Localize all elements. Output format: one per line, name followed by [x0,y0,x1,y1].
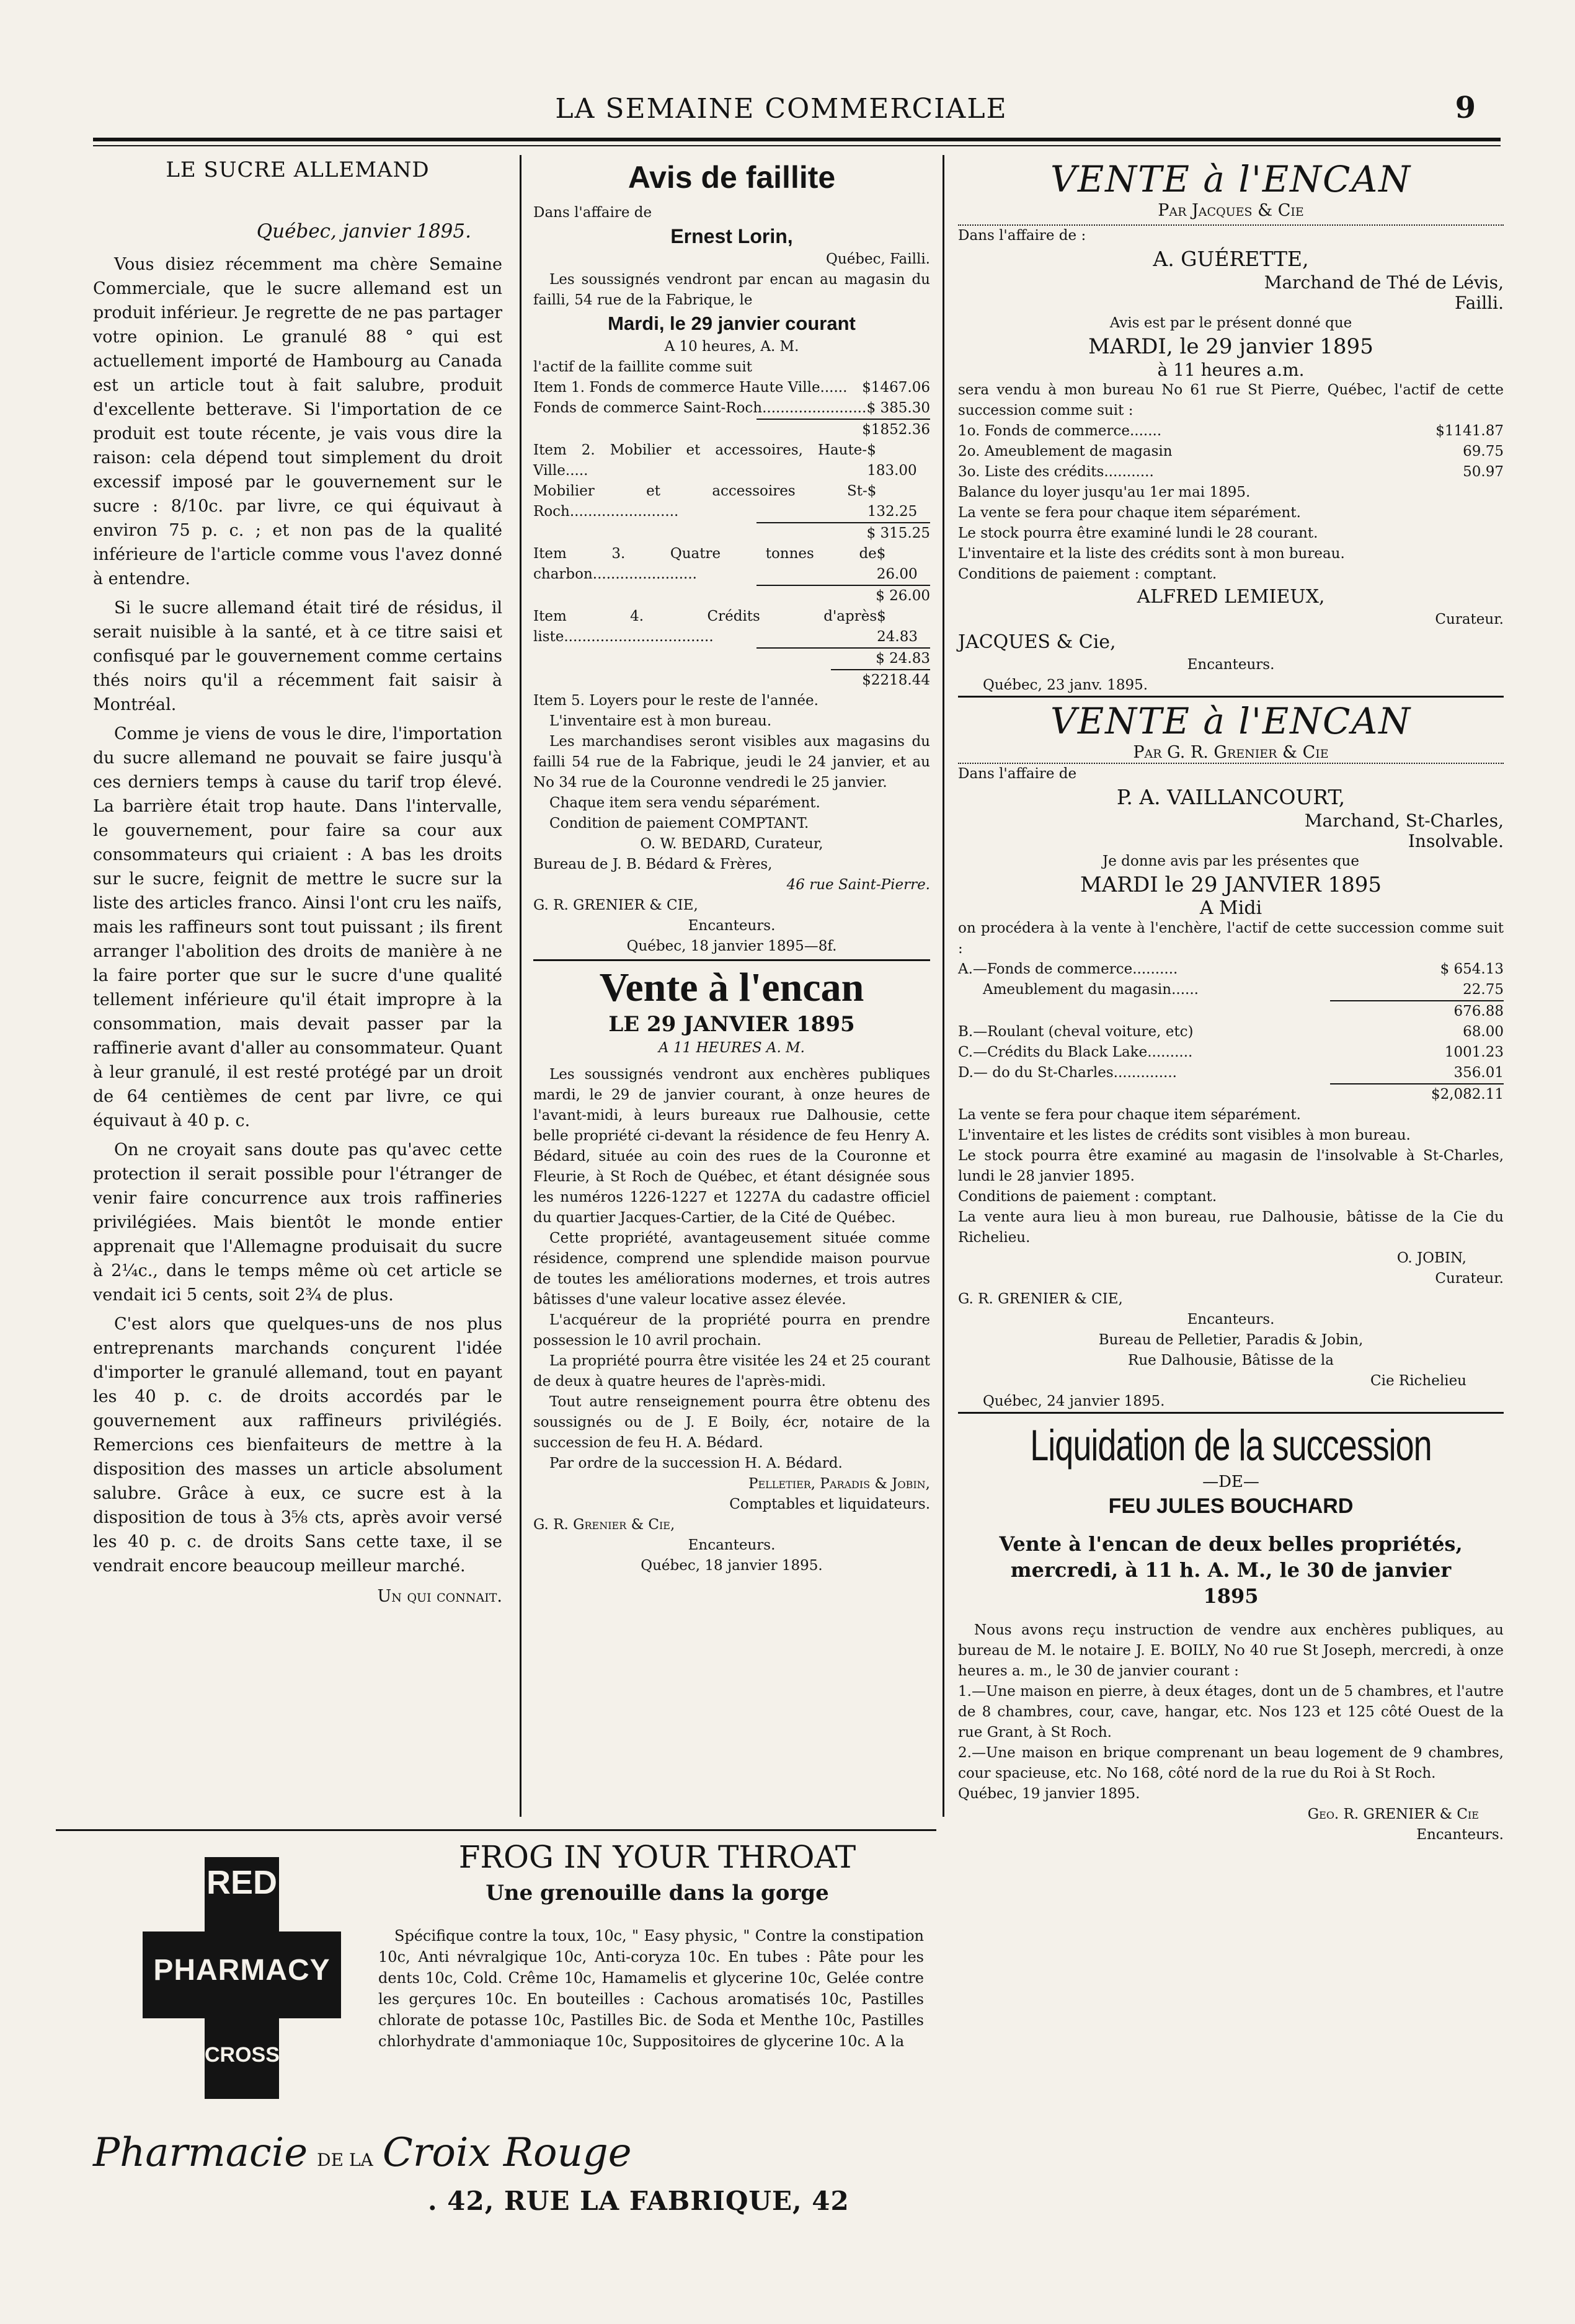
ad-subtitle: Une grenouille dans la gorge [486,1881,829,1905]
item-label: 1o. Fonds de commerce....... [958,423,1162,439]
encan-b-text-5: Conditions de paiement : comptant. [958,1189,1217,1205]
item-amount: $ 183.00 [867,442,917,479]
encan-b-item-row [958,1022,1504,1042]
faillite-total: $2218.44 [831,669,930,691]
faillite-text-6: Condition de paiement COMPTANT. [549,815,809,832]
pharmacie-croix-rouge: Croix Rouge [382,2130,632,2176]
avis-de-faillite [533,158,930,1576]
encan-a-item-row [958,462,1504,482]
encan-b-text-2: La vente se fera pour chaque item séparément. [958,1107,1301,1123]
encan-a-dateline: Québec, 23 janv. 1895. [958,675,1504,698]
faillite-text-1: Les soussignés vendront par encan au magasin du failli, 54 rue de la Fabrique, le [533,272,930,308]
encan-a-text-3: La vente se fera pour chaque item séparément. [958,505,1301,521]
frog-ad [56,1838,936,2223]
encan-a-encanteurs: JACQUES & Cie, [958,631,1116,653]
faillite-dateline: Québec, 18 janvier 1895—8f. [533,936,930,961]
encan-b-bureau-2: Rue Dalhousie, Bâtisse de la [1128,1352,1334,1368]
ad-top-rule [56,1829,936,1831]
vente-encan-time: A 11 HEURES A. M. [659,1040,805,1056]
encan-b-subtotal: 676.88 [1330,1000,1504,1022]
encan-a-text-5: L'inventaire et la liste des crédits sont à mon bureau. [958,546,1345,562]
column-3 [958,158,1504,1845]
faillite-intro: Dans l'affaire de [533,205,652,221]
encan-b-time: A Midi [1199,897,1262,919]
item-amount: $ 654.13 [1440,961,1504,977]
liquidation-name: FEU JULES BOUCHARD [1108,1494,1354,1518]
faillite-encanteurs: G. R. GRENIER & CIE, [533,897,698,913]
article-paragraph-1: Vous disiez récemment ma chère Semaine Commerciale, que le sucre allemand est un produit inférieur. Je regrette de ne pas partager votre opinion. Le granulé 88 ° qui est actuellement importé de Hambourg au Canada est un article tout à fait salubre, produit d'excellente betterave. Si l'importation de ce produit est toute récente, je vais vous dire la raison: cela dépend tout simplement du droit excessif imposé par le gouvernement sur le sucre : 8/10c. par livre, ce qui équivaut à environ 75 p. c. ; et non pas de la qualité inférieure de l'article comme vous l'avez donné à entendre. [93,255,502,588]
encan-b-bureau: Bureau de Pelletier, Paradis & Jobin, [1098,1332,1364,1348]
encan-b-date: MARDI le 29 JANVIER 1895 [1080,872,1382,897]
article-paragraph-5: C'est alors que quelques-uns de nos plus entreprenants marchands conçurent l'idée d'importer le granulé allemand, tout en payant les 40 p. c. de droits accordés par le gouvernement aux raffineurs privilégiés. Remercions ces bienfaiteurs de mettre à la disposition des masses un article absolument salubre. Grâce à eux, ce sucre est à la disposition de tous à 3⅝ cts, après avoir versé les 40 p. c. de droits Sans cette taxe, il se vendrait encore beaucoup meilleur marché. [93,1315,502,1576]
faillite-title: Avis de faillite [628,160,836,195]
faillite-item-5: Item 5. Loyers pour le reste de l'année. [533,693,819,709]
encan-b-curateur: O. JOBIN, [1396,1250,1466,1266]
encan-b-total: $2,082.11 [1330,1083,1504,1105]
encan-b-avis: Je donne avis par les présentes que [1102,853,1359,869]
encan-b-by: Par G. R. Grenier & Cie [958,742,1504,764]
logo-text-red: RED [206,1864,277,1901]
ad-title: FROG IN YOUR THROAT [458,1839,856,1875]
item-label: C.—Crédits du Black Lake.......... [958,1044,1193,1060]
faillite-text-4: Les marchandises seront visibles aux magasins du failli 54 rue de la Fabrique, jeudi le 24 janvier, et au No 34 rue de la Couronne vendredi le 25 janvier. [533,734,930,791]
encan-a-encanteurs-label: Encanteurs. [1187,657,1275,673]
ad-pharmacie-line [93,2130,899,2176]
item-amount: 50.97 [1463,464,1504,480]
faillite-subtotal: $1852.36 [756,419,930,440]
item-amount: $1467.06 [862,379,930,396]
item-label: Item 1. Fonds de commerce Haute Ville...... [533,379,848,396]
encan-a-curateur: ALFRED LEMIEUX, [1137,586,1325,608]
encan-a-date: MARDI, le 29 janvier 1895 [1088,334,1373,359]
article-paragraph-3: Comme je viens de vous le dire, l'importation du sucre allemand ne pouvait se faire jusqu'à ces derniers temps à cause du tarif trop élevé. La barrière était trop haute. Dans l'intervalle, le gouvernement, pour faire sa cour aux consommateurs qui criaient : A bas les droits sur le sucre, feignit de mettre le sucre sur la liste des articles franco. Ainsi l'ont cru les naïfs, mais les raffineurs sont tout puissant ; ils firent arranger l'abolition des droits de manière à ne la faire porter que sur le sucre d'une qualité tellement inférieure qu'il était impropre à la consommation, mais devait passer par la raffinerie avant d'aller au consommateur. Quant à leur granulé, il est resté protégé par un droit de 64 centièmes de cent par livre, ce qui équivaut à 40 p. c. [93,724,502,1130]
liquidation-text-1: Nous avons reçu instruction de vendre aux enchères publiques, au bureau de M. le notaire J. E. BOILY, No 40 rue St Joseph, mercredi, à onze heures a. m., le 30 de janvier courant : [958,1622,1504,1679]
item-amount: $ 132.25 [867,483,918,520]
header-rule-thin [93,145,1501,146]
vente-text-4: La propriété pourra être visitée les 24 et 25 courant de deux à quatre heures de l'après-midi. [533,1353,930,1390]
faillite-text-3: L'inventaire est à mon bureau. [549,713,772,729]
encan-a-failli: Failli. [1455,293,1504,313]
column-divider-2 [943,155,944,1817]
article-paragraph-4: On ne croyait sans doute pas qu'avec cette protection il serait possible pour l'étranger de venir faire concurrence aux trois raffineries privilégiées. Mais bientôt le monde entier apprenait que l'Allemagne produisait du sucre à 2¼c., dans le temps même où cet article se vendait ici 5 cents, soit 2¾ de plus. [93,1140,502,1305]
faillite-encanteurs-label: Encanteurs. [688,918,776,934]
encan-a-text-6: Conditions de paiement : comptant. [958,566,1217,582]
item-label: B.—Roulant (cheval voiture, etc) [958,1024,1194,1040]
liquidation-title: Liquidation de la succession [1030,1421,1432,1470]
vente-liquidateurs-label: Comptables et liquidateurs. [729,1496,930,1512]
item-amount: 22.75 [1463,982,1504,998]
faillite-subtotal: $ 24.83 [756,647,930,669]
item-label: Ameublement du magasin...... [983,982,1199,998]
faillite-address: 46 rue Saint-Pierre. [786,877,930,893]
faillite-item-row [533,544,930,585]
encan-a-text-4: Le stock pourra être examiné lundi le 28 courant. [958,525,1318,541]
encan-a-by: Par Jacques & Cie [1158,201,1304,220]
item-amount: 69.75 [1463,443,1504,459]
vente-text-1: Les soussignés vendront aux enchères publiques mardi, le 29 de janvier courant, à onze heures de l'avant-midi, à leurs bureaux rue Dalhousie, cette belle propriété ci-devant la résidence de feu Henry A. Bédard, située au coin des rues de la Couronne et Fleurie, à St Roch de Québec, et étant désignée sous les numéros 1226-1227 et 1227A du cadastre officiel du quartier Jacques-Cartier, de la Cité de Québec. [533,1067,930,1226]
encan-a-time: à 11 heures a.m. [1157,360,1305,380]
item-amount: $ 385.30 [866,400,930,416]
header-rule [93,138,1501,141]
item-amount: $ 26.00 [876,546,918,582]
faillite-curateur: O. W. BEDARD, Curateur, [640,836,823,852]
item-label: D.— do du St-Charles.............. [958,1065,1177,1081]
item-label: Item 4. Crédits d'après liste................................. [533,608,877,645]
encan-a-intro: Dans l'affaire de : [958,224,1504,246]
vente-text-5: Tout autre renseignement pourra être obtenu des soussignés ou de J. E Boily, écr, notaire de la succession de feu H. A. Bédard. [533,1394,930,1451]
encan-a-curateur-label: Curateur. [1435,611,1504,628]
pharmacie-word: Pharmacie [93,2130,308,2176]
liquidation-signature: Geo. R. GRENIER & Cie [1307,1806,1479,1822]
faillite-name: Ernest Lorin, [670,225,793,247]
pharmacie-de-la: DE LA [317,2150,373,2170]
encan-a-item-row [958,441,1504,462]
article-sucre-allemand [93,158,502,1608]
item-label: A.—Fonds de commerce.......... [958,961,1178,977]
encan-a-desc: Marchand de Thé de Lévis, [1264,272,1504,293]
vente-encanteurs-label: Encanteurs. [688,1537,776,1553]
article-dateline: Québec, janvier 1895. [256,220,471,242]
item-label: Item 2. Mobilier et accessoires, Haute-Ville..... [533,442,867,479]
faillite-subtotal: $ 315.25 [756,522,930,544]
page-number: 9 [1455,91,1476,125]
liquidation-text-3: 2.—Une maison en brique comprenant un beau logement de 9 chambres, cour spacieuse, etc. No 168, côté nord de la rue du Roi à St Roch. [958,1745,1504,1781]
faillite-item-row [533,606,930,647]
encan-a-avis: Avis est par le présent donné que [1109,315,1352,331]
faillite-subtotal: $ 26.00 [756,585,930,606]
encan-b-desc: Marchand, St-Charles, [1304,810,1504,831]
encan-b-text-6: La vente aura lieu à mon bureau, rue Dalhousie, bâtisse de la Cie du Richelieu. [958,1209,1504,1246]
vente-liquidateurs: Pelletier, Paradis & Jobin, [748,1476,930,1492]
encan-b-encanteurs-label: Encanteurs. [1187,1311,1275,1328]
column-divider-1 [520,155,521,1817]
vente-text-2: Cette propriété, avantageusement située comme résidence, comprend une splendide maison pourvue de toutes les améliorations modernes, et trois autres bâtisses d'une valeur locative assez élevée. [533,1230,930,1308]
page-header [50,87,1513,130]
item-label: Mobilier et accessoires St-Roch........................ [533,483,867,520]
faillite-text-2: l'actif de la faillite comme suit [533,359,753,375]
faillite-text-5: Chaque item sera vendu séparément. [549,795,820,811]
faillite-date: Mardi, le 29 janvier courant [608,313,856,334]
vente-text-6: Par ordre de la succession H. A. Bédard. [549,1455,843,1471]
ad-body: Spécifique contre la toux, 10c, " Easy physic, " Contre la constipation 10c, Anti névralgique 10c, Anti-coryza 10c. En tubes : Pâte pour les dents 10c, Cold. Crême 10c, Hamamelis et glycerine 10c, Gelée contre les gerçures 10c. En bouteilles : Cachous aromatisés 10c, Pastilles chlorate de potasse 10c, Pastilles Bic. de Soda et Menthe 10c, Pastilles chlorhydrate d'ammoniaque 10c, Suppositoires de glycerine 10c. A la [378,1927,924,2050]
item-label: Fonds de commerce Saint-Roch....................... [533,400,867,416]
encan-b-text-3: L'inventaire et les listes de crédits sont visibles à mon bureau. [958,1127,1411,1143]
logo-text-cross: CROSS [205,2043,280,2067]
item-label: 2o. Ameublement de magasin [958,443,1173,459]
red-cross-logo [143,1857,341,2099]
encan-a-text-1: sera vendu à mon bureau No 61 rue St Pierre, Québec, l'actif de cette succession comme suit : [958,382,1504,419]
item-label: 3o. Liste des crédits........... [958,464,1154,480]
logo-text-pharmacy: PHARMACY [153,1954,331,1987]
liquidation-signature-label: Encanteurs. [1416,1827,1504,1843]
encan-b-item-row [958,959,1504,980]
faillite-city: Québec, Failli. [826,251,930,267]
faillite-item-row [533,481,930,522]
encan-b-bureau-3: Cie Richelieu [1370,1373,1466,1389]
article-signature: Un qui connait. [377,1587,502,1606]
vente-encan-title: Vente à l'encan [599,965,864,1010]
encan-b-item-row [958,980,1504,1000]
encan-b-intro: Dans l'affaire de [958,766,1077,782]
encan-b-title: VENTE à l'ENCAN [1050,700,1412,742]
encan-b-encanteurs: G. R. GRENIER & CIE, [958,1291,1123,1307]
encan-a-item-row [958,421,1504,441]
vente-text-3: L'acquéreur de la propriété pourra en prendre possession le 10 avril prochain. [533,1312,930,1349]
faillite-time: A 10 heures, A. M. [664,339,799,355]
faillite-item-row [533,440,930,481]
item-label: Item 3. Quatre tonnes de charbon....................... [533,546,877,582]
faillite-bureau: Bureau de J. B. Bédard & Frères, [533,856,773,872]
encan-b-text-4: Le stock pourra être examiné au magasin de l'insolvable à St-Charles, lundi le 28 janvier 1895. [958,1148,1504,1184]
liquidation-de: —DE— [1202,1473,1259,1491]
encan-b-item-row [958,1063,1504,1083]
encan-b-curateur-label: Curateur. [1435,1271,1504,1287]
liquidation-subtitle: Vente à l'encan de deux belles propriétés, mercredi, à 11 h. A. M., le 30 de janvier 1895 [999,1532,1463,1608]
encan-b-insolvable: Insolvable. [1408,831,1504,851]
item-amount: $ 24.83 [877,608,918,645]
encan-a-text-2: Balance du loyer jusqu'au 1er mai 1895. [958,484,1251,500]
vente-encan-date: LE 29 JANVIER 1895 [608,1012,855,1037]
header-title: LA SEMAINE COMMERCIALE [555,93,1008,125]
vente-dateline: Québec, 18 janvier 1895. [641,1558,823,1574]
encan-b-item-row [958,1042,1504,1063]
article-title: LE SUCRE ALLEMAND [166,157,430,182]
item-amount: 356.01 [1453,1065,1504,1081]
item-amount: $1141.87 [1435,423,1504,439]
article-paragraph-2: Si le sucre allemand était tiré de résidus, il serait nuisible à la santé, et à ce titre saisi et confisqué par le gouvernement comme certains thés noirs qu'il a récemment fait saisir à Montréal. [93,598,502,714]
encan-b-dateline: Québec, 24 janvier 1895. [958,1391,1504,1414]
encan-b-name: P. A. VAILLANCOURT, [1116,785,1346,809]
item-amount: 1001.23 [1444,1044,1504,1060]
liquidation-dateline: Québec, 19 janvier 1895. [958,1786,1140,1802]
encan-a-title: VENTE à l'ENCAN [1050,158,1412,200]
faillite-item-row [533,378,930,398]
liquidation-text-2: 1.—Une maison en pierre, à deux étages, dont un de 5 chambres, et l'autre de 8 chambres, cour, cave, hangar, etc. Nos 123 et 125 côté Ouest de la rue Grant, à St Roch. [958,1683,1504,1741]
encan-b-text-1: on procédera à la vente à l'enchère, l'actif de cette succession comme suit : [958,920,1504,957]
encan-a-name: A. GUÉRETTE, [1153,247,1309,271]
vente-encanteurs: G. R. Grenier & Cie, [533,1517,675,1533]
faillite-item-row [533,398,930,419]
item-amount: 68.00 [1463,1024,1504,1040]
ad-address: . 42, RUE LA FABRIQUE, 42 [428,2186,850,2216]
